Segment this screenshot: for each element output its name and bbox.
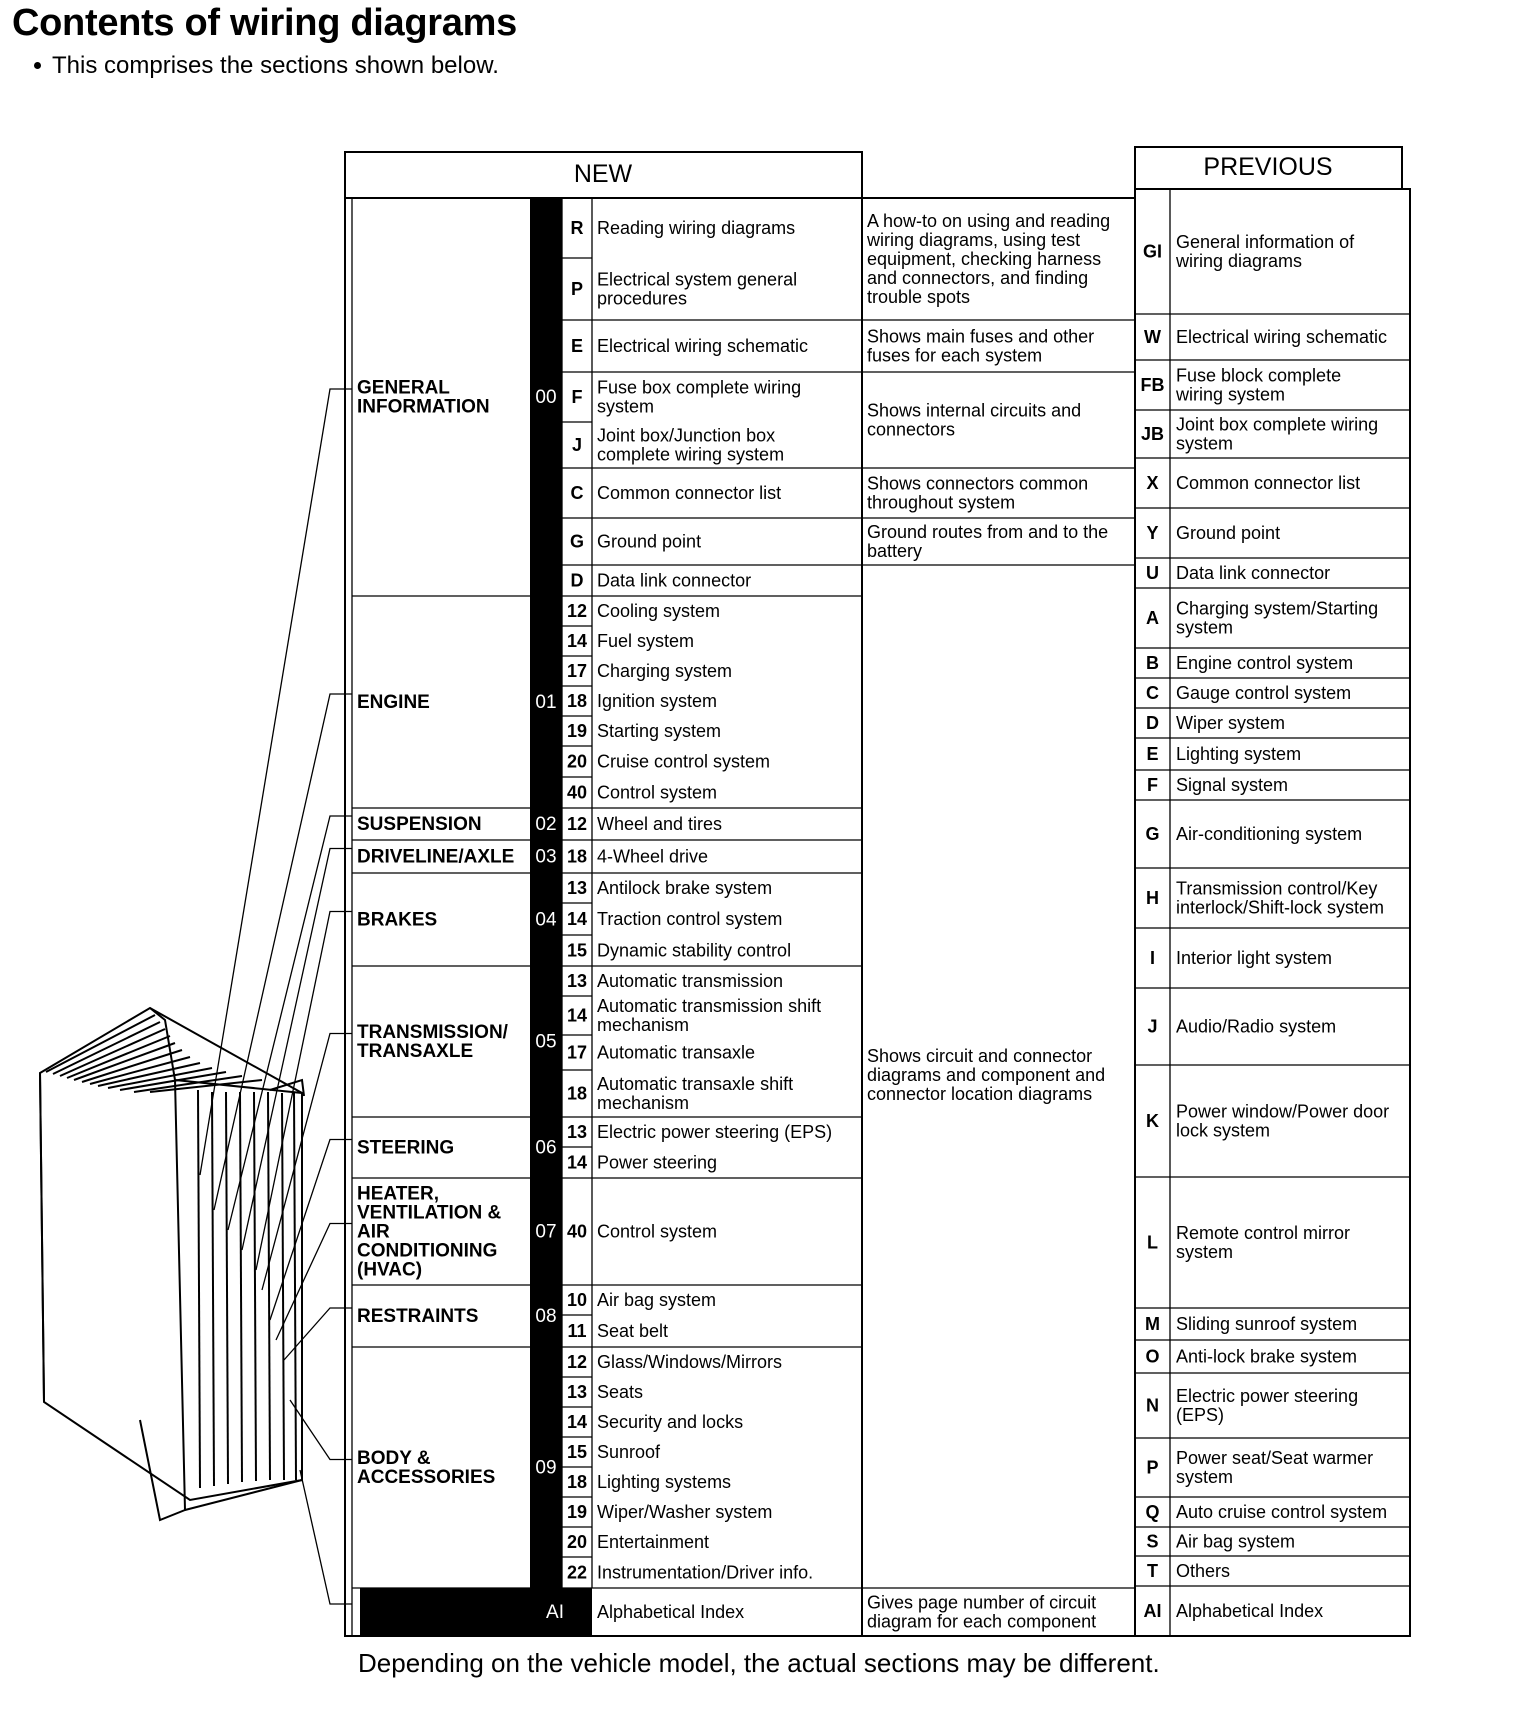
previous-item-label: Data link connector <box>1176 563 1331 583</box>
new-item-label: Traction control system <box>597 909 783 929</box>
new-item-code: 20 <box>566 1532 588 1552</box>
category-code: 00 <box>535 387 557 408</box>
category-code: 04 <box>535 909 557 931</box>
new-item-code: 20 <box>566 751 588 772</box>
previous-item-label: Air-conditioning system <box>1176 824 1363 844</box>
new-item-code: 18 <box>566 846 588 867</box>
new-item-label: Ignition system <box>597 691 718 711</box>
new-item-code: F <box>571 387 583 407</box>
category-name: RESTRAINTS <box>357 1306 479 1327</box>
new-item-label: Joint box/Junction box complete wiring system <box>597 425 785 465</box>
previous-item-code: I <box>1149 948 1156 968</box>
previous-item-label: Power seat/Seat warmer system <box>1176 1448 1374 1487</box>
new-item-label: Seat belt <box>597 1321 669 1341</box>
previous-item-label: Air bag system <box>1176 1531 1296 1552</box>
new-item-label: Fuel system <box>597 631 695 651</box>
previous-item-code: J <box>1147 1016 1158 1037</box>
new-item-code: 13 <box>566 971 588 991</box>
new-item-label: Wheel and tires <box>597 814 723 834</box>
new-item-code: 22 <box>566 1562 588 1583</box>
previous-item-code: X <box>1146 473 1159 493</box>
new-item-code: 13 <box>566 1382 588 1402</box>
new-item-label: Dynamic stability control <box>597 940 792 961</box>
new-item-code: 18 <box>566 691 588 711</box>
previous-item-code: Q <box>1145 1502 1160 1522</box>
new-item-code: 40 <box>566 782 588 803</box>
previous-item-label: Others <box>1176 1561 1231 1581</box>
new-item-label: Electrical system general procedures <box>597 269 798 309</box>
new-item-code: 15 <box>566 940 588 961</box>
previous-item-label: Electric power steering (EPS) <box>1176 1386 1359 1425</box>
category-code: AI <box>546 1602 564 1623</box>
category-code: 03 <box>535 846 557 868</box>
section-description: Ground routes from and to the battery <box>867 522 1109 561</box>
new-item-label: Cooling system <box>597 601 721 621</box>
new-item-code: C <box>570 483 584 503</box>
category-code: 09 <box>535 1457 557 1479</box>
new-item-label: Automatic transaxle shift mechanism <box>597 1074 794 1113</box>
new-item-label: Seats <box>597 1382 644 1402</box>
new-item-code: 14 <box>566 1412 588 1432</box>
previous-item-code: U <box>1146 563 1159 583</box>
new-item-code: 19 <box>566 721 588 741</box>
category-name: BRAKES <box>357 909 438 931</box>
previous-item-label: Alphabetical Index <box>1176 1601 1324 1621</box>
previous-item-code: A <box>1146 608 1159 628</box>
previous-item-code: Y <box>1146 523 1159 543</box>
section-description: Shows connectors common throughout system <box>867 473 1089 513</box>
category-name: ENGINE <box>357 692 430 713</box>
previous-item-code: T <box>1147 1561 1158 1581</box>
new-item-code: 14 <box>566 909 588 929</box>
section-description: Shows internal circuits and connectors <box>867 400 1082 440</box>
category-code: 01 <box>535 692 557 713</box>
new-item-code: 14 <box>566 1005 588 1026</box>
new-item-label: Instrumentation/Driver info. <box>597 1562 814 1583</box>
previous-item-code: O <box>1145 1346 1160 1367</box>
new-item-code: J <box>571 435 583 455</box>
previous-item-label: Engine control system <box>1176 653 1354 673</box>
category-name: TRANSMISSION/ TRANSAXLE <box>357 1022 508 1062</box>
previous-item-label: Electrical wiring schematic <box>1176 327 1388 347</box>
category-code: 02 <box>535 814 557 835</box>
new-item-label: Control system <box>597 1221 718 1242</box>
previous-item-code: W <box>1144 327 1161 347</box>
previous-item-label: Transmission control/Key interlock/Shift-lock system <box>1176 878 1385 918</box>
previous-header: PREVIOUS <box>1203 153 1333 181</box>
new-item-label: Power steering <box>597 1152 718 1173</box>
new-item-label: Charging system <box>597 661 733 681</box>
previous-item-label: Audio/Radio system <box>1176 1016 1337 1037</box>
category-name: SUSPENSION <box>357 814 482 835</box>
category-name: DRIVELINE/AXLE <box>357 846 515 868</box>
new-item-label: 4-Wheel drive <box>597 846 709 867</box>
previous-item-code: L <box>1147 1232 1158 1253</box>
new-item-code: P <box>570 279 584 299</box>
new-item-label: Data link connector <box>597 570 752 591</box>
new-item-label: Electric power steering (EPS) <box>597 1122 833 1142</box>
new-item-code: G <box>569 531 585 552</box>
previous-item-code: GI <box>1142 241 1163 262</box>
new-item-code: R <box>570 218 584 238</box>
previous-item-code: JB <box>1140 424 1165 444</box>
new-item-label: Control system <box>597 782 718 803</box>
category-code: 07 <box>535 1221 557 1243</box>
previous-item-code: N <box>1146 1395 1159 1416</box>
previous-item-code: P <box>1146 1457 1159 1478</box>
new-item-code: 17 <box>566 1042 588 1063</box>
new-item-code: 18 <box>566 1472 588 1492</box>
new-item-label: Lighting systems <box>597 1472 732 1492</box>
new-item-code: 10 <box>566 1290 588 1310</box>
new-item-label: Reading wiring diagrams <box>597 218 796 238</box>
previous-item-label: Signal system <box>1176 775 1289 795</box>
new-item-label: Automatic transmission shift mechanism <box>597 996 822 1035</box>
new-item-label: Common connector list <box>597 483 782 503</box>
footnote: Depending on the vehicle model, the actual sections may be different. <box>358 1648 1160 1678</box>
previous-item-label: Auto cruise control system <box>1176 1502 1388 1522</box>
new-item-code: 17 <box>566 661 588 681</box>
previous-item-code: G <box>1145 824 1160 844</box>
new-item-code: 13 <box>566 1122 588 1142</box>
new-item-code: 19 <box>566 1502 588 1522</box>
new-item-code: 11 <box>567 1321 587 1341</box>
new-item-code: 12 <box>566 814 588 834</box>
new-item-label: Starting system <box>597 721 722 741</box>
section-description: A how-to on using and reading wiring diagrams, using test equipment, checking harness and connectors, and finding trouble spots <box>867 211 1111 307</box>
new-item-label: Fuse box complete wiring system <box>597 377 802 417</box>
previous-item-label: Fuse block complete wiring system <box>1176 365 1342 405</box>
category-name: BODY & ACCESSORIES <box>357 1448 496 1488</box>
new-item-code: 40 <box>566 1221 588 1242</box>
previous-item-code: B <box>1146 653 1159 673</box>
previous-item-code: FB <box>1140 375 1165 395</box>
page-title: Contents of wiring diagrams <box>12 2 517 44</box>
previous-item-code: E <box>1146 744 1159 764</box>
sections-table <box>345 147 1410 1636</box>
previous-item-label: General information of wiring diagrams <box>1176 232 1355 271</box>
new-item-label: Sunroof <box>597 1442 661 1462</box>
new-item-label: Wiper/Washer system <box>597 1502 773 1522</box>
new-item-label: Cruise control system <box>597 751 771 772</box>
section-description: Gives page number of circuit diagram for each component <box>867 1592 1097 1632</box>
previous-item-code: AI <box>1143 1601 1162 1621</box>
new-item-label: Electrical wiring schematic <box>597 336 809 356</box>
new-item-code: 15 <box>566 1442 588 1462</box>
previous-item-label: Anti-lock brake system <box>1176 1346 1358 1367</box>
previous-item-label: Remote control mirror system <box>1176 1223 1351 1262</box>
previous-item-label: Sliding sunroof system <box>1176 1314 1358 1334</box>
category-name: HEATER, VENTILATION & AIR CONDITIONING (HVAC) <box>357 1183 502 1281</box>
new-item-label: Automatic transmission <box>597 971 784 991</box>
previous-item-label: Gauge control system <box>1176 683 1352 703</box>
previous-item-code: M <box>1145 1314 1160 1334</box>
category-code: 05 <box>535 1031 557 1053</box>
previous-item-label: Interior light system <box>1176 948 1333 968</box>
previous-item-code: K <box>1146 1111 1159 1131</box>
new-item-label: Air bag system <box>597 1290 717 1310</box>
previous-item-label: Ground point <box>1176 523 1281 543</box>
new-item-label: Automatic transaxle <box>597 1042 756 1063</box>
previous-item-label: Wiper system <box>1176 713 1286 733</box>
new-item-code: E <box>570 336 584 356</box>
new-item-label: Entertainment <box>597 1532 710 1552</box>
previous-item-label: Common connector list <box>1176 473 1361 493</box>
previous-item-code: D <box>1146 713 1159 733</box>
section-description: Shows main fuses and other fuses for each system <box>867 326 1095 366</box>
new-item-code: D <box>570 570 584 591</box>
new-item-code: 14 <box>566 1152 588 1173</box>
previous-item-code: F <box>1147 775 1158 795</box>
new-item-label: Glass/Windows/Mirrors <box>597 1352 783 1372</box>
previous-item-label: Lighting system <box>1176 744 1302 764</box>
previous-item-label: Power window/Power door lock system <box>1176 1101 1390 1141</box>
previous-item-code: C <box>1146 683 1159 703</box>
category-code: 08 <box>535 1306 557 1327</box>
new-item-code: 18 <box>566 1083 588 1104</box>
previous-item-label: Joint box complete wiring system <box>1176 414 1379 454</box>
new-item-label: Security and locks <box>597 1412 744 1432</box>
section-description: Shows circuit and connector diagrams and component and connector location diagrams <box>867 1046 1106 1104</box>
new-item-code: 12 <box>566 1352 588 1372</box>
new-header: NEW <box>573 160 633 188</box>
category-name: GENERAL INFORMATION <box>357 377 490 418</box>
new-item-label: Antilock brake system <box>597 878 773 898</box>
new-item-code: 12 <box>566 601 588 621</box>
category-name: STEERING <box>357 1137 455 1159</box>
new-item-code: 14 <box>566 631 588 651</box>
category-code: 06 <box>535 1137 557 1159</box>
previous-item-label: Charging system/Starting system <box>1176 598 1379 638</box>
previous-item-code: S <box>1146 1531 1159 1552</box>
new-item-label: Alphabetical Index <box>597 1602 745 1622</box>
new-item-label: Ground point <box>597 531 702 552</box>
subtitle-text: This comprises the sections shown below. <box>52 52 499 79</box>
previous-item-code: H <box>1146 888 1159 908</box>
new-item-code: 13 <box>566 878 588 898</box>
